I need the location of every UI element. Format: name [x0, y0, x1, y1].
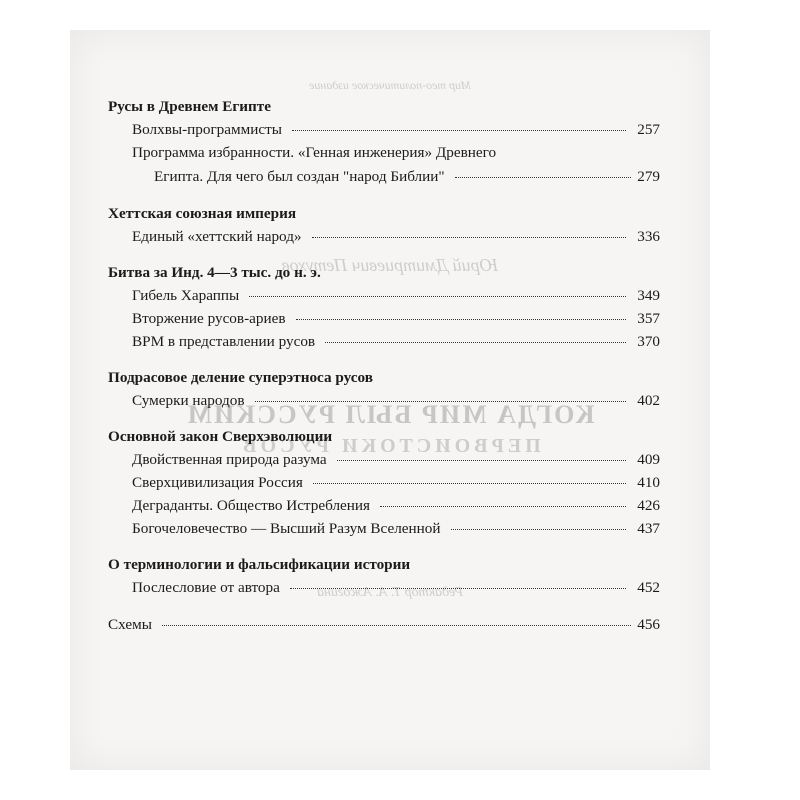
- dot-leader: [292, 130, 626, 131]
- toc-section: [108, 262, 660, 353]
- page-number: 437: [637, 520, 660, 537]
- toc-entry: [108, 471, 660, 494]
- toc-entry: [108, 307, 660, 330]
- page-number: 410: [637, 474, 660, 491]
- dot-leader: [296, 319, 626, 320]
- section-title: Битва за Инд. 4—3 тыс. до н. э.: [108, 264, 321, 281]
- dot-leader: [255, 401, 626, 402]
- toc-entry: [108, 517, 660, 540]
- toc-entry: [108, 141, 660, 189]
- dot-leader: [312, 237, 626, 238]
- page-number: 456: [637, 616, 660, 633]
- section-title: Основной закон Сверхэволюции: [108, 428, 333, 445]
- dot-leader: [337, 460, 626, 461]
- toc-entry: [108, 389, 660, 412]
- toc-entry: [108, 448, 660, 471]
- page-number: 402: [637, 392, 660, 409]
- dot-leader: [455, 177, 632, 178]
- page-number: 357: [637, 310, 660, 327]
- show-through-text: Юрий Дмитриевич Петухов: [281, 255, 499, 275]
- dot-leader: [325, 342, 626, 343]
- entry-title: Единый «хеттский народ»: [132, 228, 302, 245]
- entry-title: ВРМ в представлении русов: [132, 333, 316, 350]
- entry-title: Программа избранности. «Генная инженерия» Древнего: [132, 144, 497, 161]
- page-number: 336: [637, 228, 660, 245]
- page-number: 349: [637, 287, 660, 304]
- entry-title: Сверхцивилизация Россия: [132, 474, 303, 491]
- section-title: О терминологии и фальсификации истории: [108, 556, 411, 573]
- table-of-contents: [108, 96, 660, 650]
- toc-entry: [108, 576, 660, 599]
- entry-title: Гибель Хараппы: [132, 287, 240, 304]
- toc-entry: [108, 494, 660, 517]
- page-number: 452: [637, 579, 660, 596]
- toc-section: [108, 426, 660, 540]
- page-number: 370: [637, 333, 660, 350]
- entry-title: Схемы: [108, 616, 152, 633]
- show-through-text: Редактор Т. А. Ажогина: [316, 585, 464, 600]
- entry-title: Вторжение русов-ариев: [132, 310, 286, 327]
- dot-leader: [162, 625, 631, 626]
- dot-leader: [451, 529, 626, 530]
- entry-title: Деграданты. Общество Истребления: [132, 497, 371, 514]
- page-number: 257: [637, 121, 660, 138]
- dot-leader: [249, 296, 626, 297]
- page-number: 409: [637, 451, 660, 468]
- toc-entry: [108, 613, 660, 636]
- page-number: 426: [637, 497, 660, 514]
- section-title: Подрасовое деление суперэтноса русов: [108, 369, 373, 386]
- dot-leader: [290, 588, 626, 589]
- entry-title: Сумерки народов: [132, 392, 245, 409]
- entry-title: Послесловие от автора: [132, 579, 280, 596]
- toc-section: [108, 203, 660, 248]
- toc-entry: [108, 225, 660, 248]
- show-through-text: ПЕРВОИСТОКИ РУСОВ: [239, 435, 541, 457]
- toc-section: [108, 613, 660, 636]
- section-title: Хеттская союзная империя: [108, 205, 297, 222]
- entry-title: Двойственная природа разума: [132, 451, 327, 468]
- toc-section: [108, 96, 660, 189]
- toc-section: [108, 367, 660, 412]
- toc-entry: [108, 330, 660, 353]
- book-page: [70, 30, 710, 770]
- toc-entry: [108, 118, 660, 141]
- show-through-text: КОГДА МИР БЫЛ РУССКИМ: [185, 400, 595, 429]
- dot-leader: [380, 506, 626, 507]
- show-through-text: Мир тео-политическое издание: [309, 78, 471, 92]
- entry-title-continued: Египта. Для чего был создан "народ Библии": [154, 168, 445, 185]
- toc-section: [108, 554, 660, 599]
- entry-title: Богочеловечество — Высший Разум Вселенной: [132, 520, 441, 537]
- section-title: Русы в Древнем Египте: [108, 98, 271, 115]
- toc-entry: [108, 284, 660, 307]
- page-number: 279: [637, 168, 660, 185]
- entry-title: Волхвы-программисты: [132, 121, 282, 138]
- dot-leader: [313, 483, 626, 484]
